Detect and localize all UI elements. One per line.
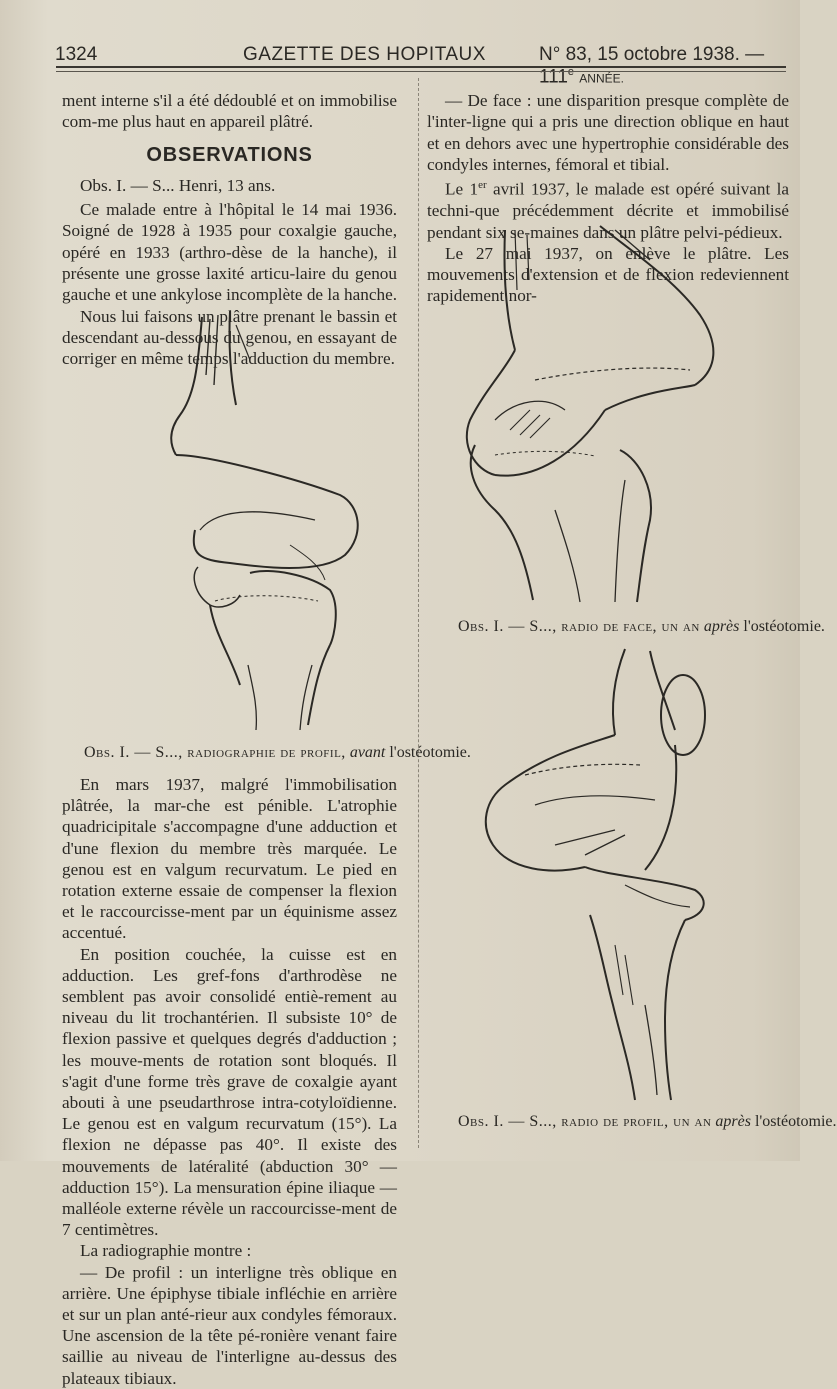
column-divider — [418, 78, 419, 1148]
figure-caption: Obs. I. — S..., radiographie de profil, avant l'ostéotomie. — [84, 744, 471, 761]
figure-knee-profile-after — [465, 645, 725, 1105]
paragraph: Le 1er avril 1937, le malade est opéré suivant la techni-que précédemment décrite et immobilisé pendant six se-maines dans un plâtre pelvi-pédieux. — [427, 179, 789, 242]
figure-caption: Obs. I. — S..., radio de face, un an après l'ostéotomie. — [458, 618, 825, 635]
paragraph: Ce malade entre à l'hôpital le 14 mai 1936. Soigné de 1928 à 1935 pour coxalgie gauche, opéré en 1933 (arthro-dèse de la hanche), il présente une grosse laxité articu-laire du genou gauche et une ankylose incomplète de la hanche. — [62, 200, 398, 305]
issue-info: N° 83, 15 octobre 1938. — 111e ANNÉE. — [539, 44, 765, 88]
radiograph-drawing — [140, 305, 370, 735]
paragraph: — De face : une disparition presque complète de l'inter-ligne qui a pris une direction oblique en haut et en dehors avec une hypertrophie considérable des condyles internes, fémoral et tibial. — [427, 91, 789, 174]
figure-caption: Obs. I. — S..., radio de profil, un an après l'ostéotomie. — [458, 1113, 837, 1130]
radiograph-drawing — [455, 220, 745, 605]
header-rule-thin — [56, 71, 786, 72]
journal-title: GAZETTE DES HOPITAUX — [243, 44, 486, 65]
radiograph-drawing — [465, 645, 725, 1105]
page-header — [55, 40, 793, 88]
paragraph: — De profil : un interligne très oblique en arrière. Une épiphyse tibiale infléchie en arrière et sur un plan anté-rieur aux condyles fémoraux. Une ascension de la tête pé-ronière venant faire saillie au niveau de l'interligne au-dessus des plateaux tibiaux. — [62, 1262, 397, 1388]
paragraph: En mars 1937, malgré l'immobilisation plâtrée, la mar-che est pénible. L'atrophie quadricipitale s'accompagne d'une adduction et d'une flexion du membre très marquée. Le genou est en valgum recurvatum. Le pied en rotation externe essaie de compenser la flexion et le raccourcisse-ment par un équinisme assez accentué. — [62, 775, 397, 943]
figure-knee-face-after — [455, 220, 745, 605]
page-number: 1324 — [55, 44, 98, 65]
left-column-lower — [62, 774, 397, 1389]
observations-heading: OBSERVATIONS — [146, 143, 313, 166]
paragraph: Le 27 mai 1937, on enlève le plâtre. Les mouvements d'extension et de flexion redeviennent rapidement nor- — [427, 243, 789, 306]
header-rule — [56, 66, 786, 68]
paragraph: En position couchée, la cuisse est en adduction. Les gref-fons d'arthrodèse ne semblent pas avoir consolidé entiè-rement au niveau du lit trochantérien. Il subsiste 10° de flexion passive et quelques degrés d'adduction ; les mouve-ments de rotation sont bloqués. Il s'agit d'une forme très grave de coxalgie ayant abouti à une pseudarthrose intra-cotyloïdienne. Le genou est en valgum recurvatum (15°). La flexion ne dépasse pas 40°. Il existe des mouvements de latéralité (abduction 30° — adduction 15°). La mensuration épine iliaque — malléole externe révèle un raccourcisse-ment de 7 centimètres. — [62, 944, 397, 1240]
figure-knee-profile-before — [140, 305, 370, 735]
paragraph: Nous lui faisons un plâtre prenant le bassin et descendant au-dessous du genou, en essayant de corriger en même temps l'adduction du membre. — [62, 306, 397, 369]
intro-paragraph: ment interne s'il a été dédoublé et on immobilise com-me plus haut en appareil plâtré. — [62, 91, 397, 132]
paragraph: La radiographie montre : — [80, 1241, 252, 1261]
observation-label: Obs. I. — S... Henri, 13 ans. — [80, 175, 276, 195]
